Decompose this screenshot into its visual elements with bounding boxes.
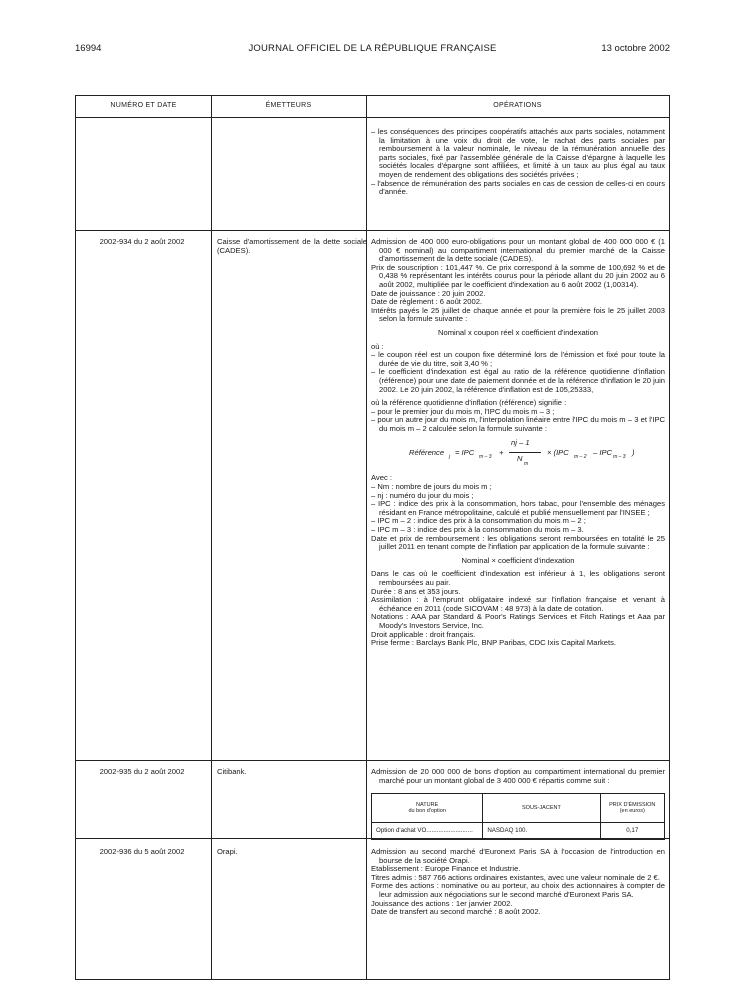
column-divider bbox=[366, 96, 367, 979]
text-line: Prix de souscription : 101,447 %. Ce prix correspond à la somme de 100,692 % et de 0,438 % représentant les intérêts courus pour la période allant du 20 juin 2002 au 6 août 2002, multipliée par le coefficient d'indexation au 6 août 2002 (1,00314). bbox=[371, 262, 665, 289]
text-line: Date de jouissance : 20 juin 2002. bbox=[371, 288, 486, 298]
row-934-date: 2002-934 du 2 août 2002 bbox=[99, 237, 185, 246]
formula-denominator: N bbox=[517, 454, 523, 464]
text-line: – pour le premier jour du mois m, l'IPC du mois m – 3 ; bbox=[371, 406, 555, 416]
table-cell: 0,17 bbox=[600, 823, 664, 840]
formula-lhs: Référence bbox=[409, 448, 445, 458]
text-line: – le coupon réel est un coupon fixe déterminé lors de l'émission et fixé pour toute la durée de vie du titre, soit 3,40 % ; bbox=[371, 350, 665, 368]
text-line: Durée : 8 ans et 353 jours. bbox=[371, 586, 461, 596]
column-header-date: NUMÉRO ET DATE bbox=[110, 102, 177, 109]
header-divider bbox=[76, 117, 669, 118]
text-line: – IPC m – 2 : indice des prix à la consommation du mois m – 2 ; bbox=[371, 516, 586, 526]
text-line: Notations : AAA par Standard & Poor's Ratings Services et Fitch Ratings et Aaa par Moody's Investors Service, Inc. bbox=[371, 612, 665, 630]
text-line: Dans le cas où le coefficient d'indexation est inférieur à 1, les obligations seront remboursées au pair. bbox=[371, 569, 665, 587]
text-line: Intérêts payés le 25 juillet de chaque année et pour la première fois le 25 juillet 2003 selon la formule suivante : bbox=[371, 305, 665, 324]
formula-plus: + bbox=[499, 448, 504, 458]
text-line: Admission de 20 000 000 de bons d'option au compartiment international du premier marché pour un montant global de 3 400 000 € répartis comme suit : bbox=[371, 767, 665, 785]
row-935-operations bbox=[371, 768, 665, 840]
issue-date: 13 octobre 2002 bbox=[601, 43, 670, 54]
row-divider bbox=[76, 230, 669, 231]
text-line: Prise ferme : Barclays Bank Plc, BNP Paribas, CDC Ixis Capital Markets. bbox=[371, 638, 617, 648]
row-936-issuer: Orapi. bbox=[217, 847, 238, 856]
formula-eq: = IPC bbox=[455, 448, 475, 458]
formula-reference bbox=[371, 436, 665, 470]
text-line: où la référence quotidienne d'inflation (référence) signifie : bbox=[371, 398, 567, 408]
text-line: – Nm : nombre de jours du mois m ; bbox=[371, 482, 492, 492]
formula-redemption: Nominal × coefficient d'indexation bbox=[461, 555, 575, 565]
fraction-bar bbox=[509, 452, 541, 453]
formula-lhs-sub: j bbox=[449, 454, 451, 461]
formula-den-sub: m bbox=[524, 461, 529, 468]
text-line: Admission de 400 000 euro-obligations pour un montant global de 400 000 000 € (1 000 € nominal) au compartiment international du premier marché de la Caisse d'amortissement de la dette sociale (CADES). bbox=[371, 237, 665, 264]
page-header bbox=[75, 43, 670, 57]
table-cell: Option d'achat VO........................... bbox=[372, 823, 483, 840]
row-936-operations bbox=[371, 848, 665, 917]
text-line: – l'absence de rémunération des parts sociales en cas de cession de celles-ci en cours d'année. bbox=[371, 178, 665, 197]
row-934-issuer: Caisse d'amortissement de la dette sociale (CADES). bbox=[217, 237, 367, 255]
text-line: Droit applicable : droit français. bbox=[371, 629, 476, 639]
text-line: Forme des actions : nominative ou au porteur, au choix des actionnaires à compter de leur admission aux négociations sur le second marché d'Euronext Paris SA. bbox=[371, 881, 665, 899]
text-line: Assimilation : à l'emprunt obligataire indexé sur l'inflation française et venant à échéance en 2011 (code SICOVAM : 48 973) à la date de cotation. bbox=[371, 595, 665, 613]
text-line: Date de règlement : 6 août 2002. bbox=[371, 297, 483, 307]
text-line: – les conséquences des principes coopératifs attachés aux parts sociales, notamment la limitation à une voix du droit de vote, le rachat des parts sociales par remboursement à la valeur nominale, le niveau de la rémunération annuelle des parts sociales, fixé par l'assemblée générale de la Caisse d'épargne à laquelle les sociétés locales d'épargne sont affiliées, et limité à un taux au plus égal au taux moyen de rendement des obligations des sociétés privées ; bbox=[371, 127, 665, 179]
text-line: – IPC : indice des prix à la consommation, hors tabac, pour l'ensemble des ménages résidant en France métropolitaine, calculé et publié mensuellement par l'INSEE ; bbox=[371, 499, 665, 517]
text-line: Date et prix de remboursement : les obligations seront remboursées en totalité le 25 juillet 2011 en tenant compte de l'inflation par application de la formule suivante : bbox=[371, 533, 665, 552]
formula-numerator: nj – 1 bbox=[511, 438, 530, 448]
column-divider bbox=[211, 96, 212, 979]
column-header-operations: OPÉRATIONS bbox=[493, 102, 542, 109]
text-line: – IPC m – 3 : indice des prix à la consommation du mois m – 3. bbox=[371, 525, 584, 535]
table-header-cell: PRIX D'ÉMISSION (en euros) bbox=[600, 794, 664, 823]
text-line: Date de transfert au second marché : 8 août 2002. bbox=[371, 907, 541, 917]
text-line: – pour un autre jour du mois m, l'interpolation linéaire entre l'IPC du mois m – 3 et l'IPC du mois m – 2 calculée selon la formule suivante : bbox=[371, 415, 665, 433]
continuation-operations bbox=[371, 128, 665, 197]
text-line: – nj : numéro du jour du mois ; bbox=[371, 490, 474, 500]
formula-sub: m – 3 bbox=[613, 454, 626, 461]
operations-table bbox=[75, 95, 670, 980]
row-935-issuer: Citibank. bbox=[217, 767, 247, 776]
formula-sub: m – 3 bbox=[479, 454, 492, 461]
text-line: Titres admis : 587 766 actions ordinaires existantes, avec une valeur nominale de 2 €. bbox=[371, 872, 660, 882]
text-line: Jouissance des actions : 1er janvier 2002. bbox=[371, 898, 513, 908]
table-header-cell: NATURE du bon d'option bbox=[372, 794, 483, 823]
row-936-date: 2002-936 du 5 août 2002 bbox=[99, 847, 185, 856]
page-number: 16994 bbox=[75, 43, 102, 54]
row-divider bbox=[76, 760, 669, 761]
text-line: où : bbox=[371, 341, 384, 351]
formula-minus: – IPC bbox=[593, 448, 612, 458]
table-header-row bbox=[372, 794, 665, 823]
column-header-issuer: ÉMETTEURS bbox=[265, 102, 312, 109]
table-row bbox=[372, 823, 665, 840]
text-line: Etablissement : Europe Finance et Industrie. bbox=[371, 864, 521, 874]
text-line: Avec : bbox=[371, 473, 392, 483]
formula-times: × (IPC bbox=[547, 448, 569, 458]
table-cell: NASDAQ 100. bbox=[483, 823, 600, 840]
row-935-date: 2002-935 du 2 août 2002 bbox=[99, 767, 185, 776]
formula-close: ) bbox=[632, 448, 635, 458]
formula-coupon: Nominal x coupon réel x coefficient d'indexation bbox=[437, 327, 599, 337]
row-934-operations bbox=[371, 238, 665, 648]
option-table bbox=[371, 793, 665, 840]
formula-sub: m – 2 bbox=[574, 454, 587, 461]
table-header-cell: SOUS-JACENT bbox=[483, 794, 600, 823]
text-line: Admission au second marché d'Euronext Paris SA à l'occasion de l'introduction en bourse de la société Orapi. bbox=[371, 847, 665, 865]
text-line: – le coefficient d'indexation est égal au ratio de la référence quotidienne d'inflation (référence) pour une date de paiement donnée et de la référence d'inflation le 20 juin 2002. Le 20 juin 2002, la référence d'inflation est de 105,25333, bbox=[371, 367, 665, 394]
publication-title: JOURNAL OFFICIEL DE LA RÉPUBLIQUE FRANÇAISE bbox=[248, 43, 497, 54]
